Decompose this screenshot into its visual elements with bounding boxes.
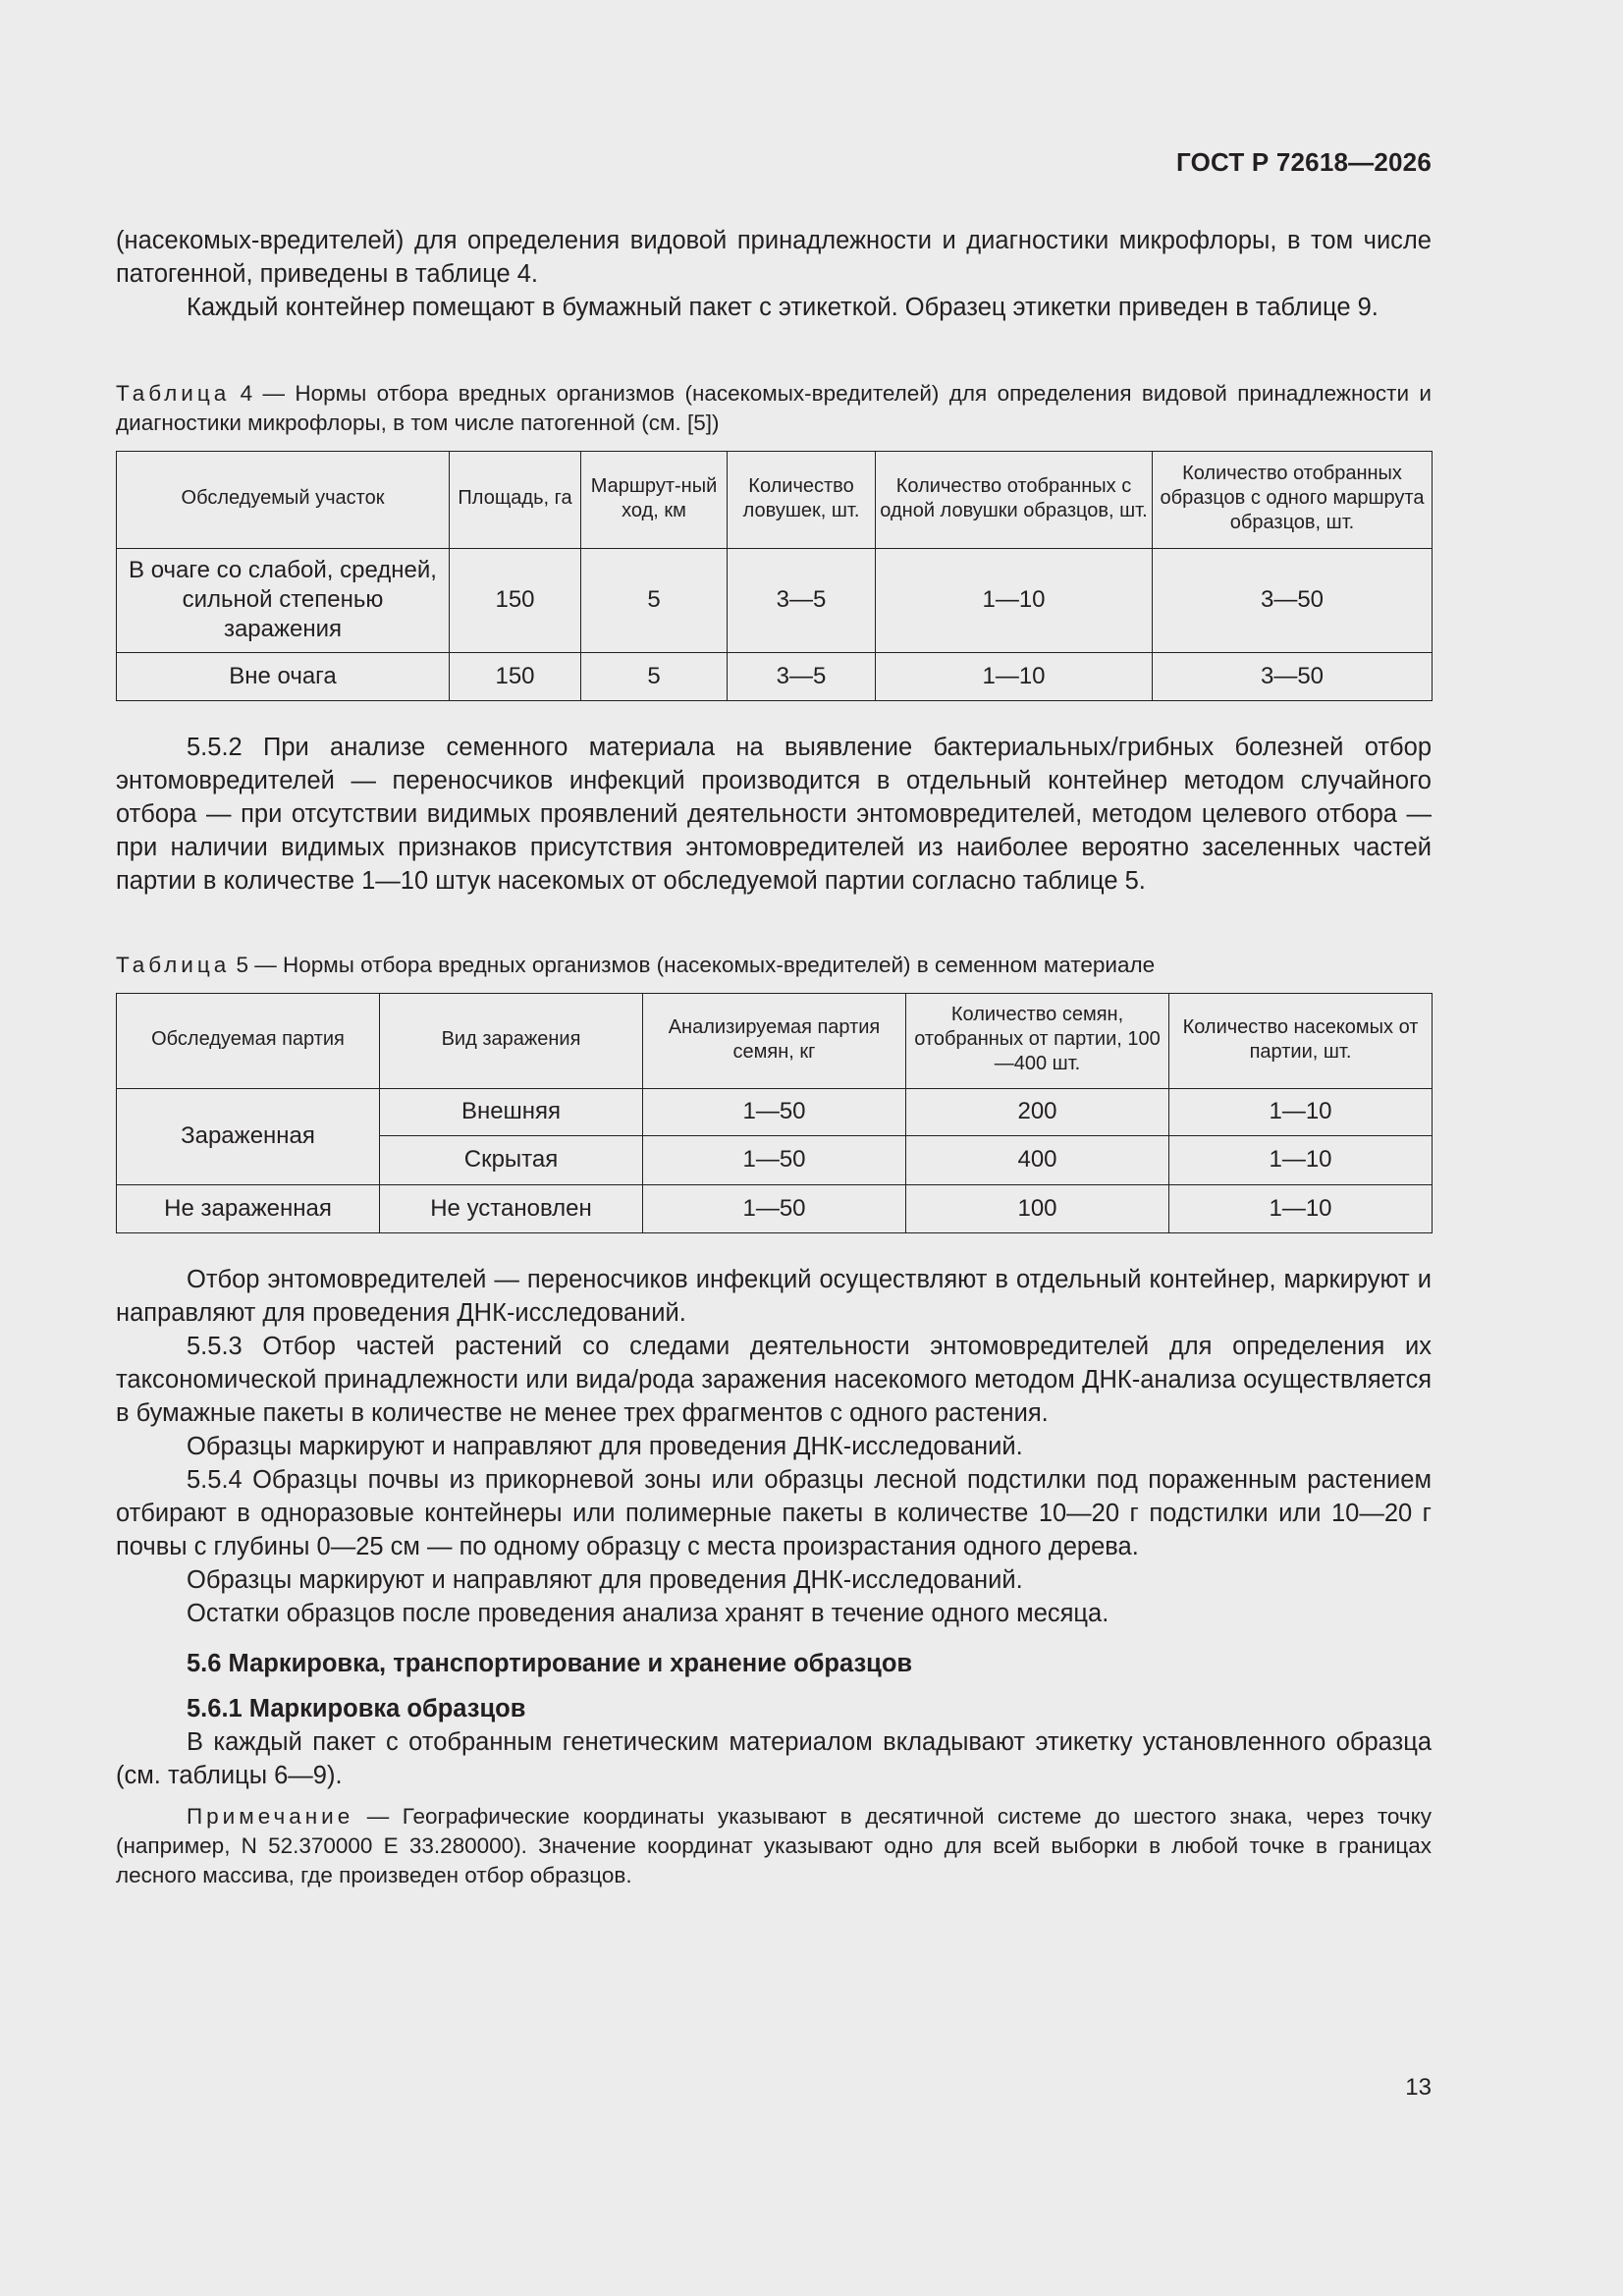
section-5-6-1-paragraph: В каждый пакет с отобранным генетическим материалом вкладывают этикетку установленного образца (см. таблицы 6—9).: [116, 1728, 1432, 1789]
table4-cell: Вне очага: [117, 652, 450, 700]
document-code: ГОСТ Р 72618—2026: [1176, 147, 1432, 177]
body-paragraph-3: Образцы маркируют и направляют для проведения ДНК-исследований.: [187, 1433, 1023, 1460]
section-5-5-2: [116, 731, 1432, 898]
table5-caption-text: 5 — Нормы отбора вредных организмов (насекомых-вредителей) в семенном материале: [236, 953, 1156, 977]
table4-label: Таблица: [116, 381, 231, 406]
table5-header-batch: Обследуемая партия: [117, 994, 380, 1086]
table4-header-route: Маршрут-ный ход, км: [581, 452, 728, 546]
page-number: 13: [1405, 2074, 1432, 2101]
table5-caption: [116, 951, 1432, 980]
table5-cell: Не установлен: [380, 1184, 643, 1232]
table5-cell: 200: [906, 1088, 1169, 1135]
table4-cell: 1—10: [876, 548, 1153, 652]
table4-caption-text: 4 — Нормы отбора вредных организмов (насекомых-вредителей) для определения видовой принадлежности и диагностики микрофлоры, в том числе патогенной (см. [5]): [116, 381, 1432, 435]
note-label: Примечание: [187, 1804, 354, 1829]
table4-header-square: Площадь, га: [450, 452, 581, 546]
table4-caption: [116, 379, 1432, 438]
table5-cell: 1—10: [1169, 1184, 1433, 1232]
body-paragraph-6: Остатки образцов после проведения анализа хранят в течение одного месяца.: [187, 1600, 1109, 1627]
table5-cell: Внешняя: [380, 1088, 643, 1135]
table5-cell: Скрытая: [380, 1135, 643, 1184]
section-5-6-1-title: 5.6.1 Маркировка образцов: [187, 1695, 526, 1722]
table4-cell: В очаге со слабой, средней, сильной степенью заражения: [117, 548, 450, 652]
table5-cell: 1—10: [1169, 1088, 1433, 1135]
intro-paragraph-1: (насекомых-вредителей) для определения видовой принадлежности и диагностики микрофлоры, в том числе патогенной, приведены в таблице 4.: [116, 227, 1432, 288]
table5-cell: 1—50: [643, 1184, 906, 1232]
table5-header-infection-type: Вид заражения: [380, 994, 643, 1086]
note: [116, 1802, 1432, 1890]
table5-cell: 1—50: [643, 1088, 906, 1135]
table4-header-area: Обследуемый участок: [117, 452, 450, 546]
table4-cell: 5: [581, 548, 728, 652]
table-row: [117, 652, 1433, 700]
table4-cell: 150: [450, 652, 581, 700]
table4: [116, 451, 1432, 701]
table5-header-seed-count: Количество семян, отобранных от партии, 100—400 шт.: [906, 994, 1169, 1086]
intro-block: [116, 224, 1432, 324]
table5: [116, 993, 1432, 1233]
table4-cell: 3—50: [1153, 548, 1433, 652]
table4-header-traps: Количество ловушек, шт.: [728, 452, 876, 546]
section-5-5-3-paragraph: 5.5.3 Отбор частей растений со следами деятельности энтомовредителей для определения их таксономической принадлежности или вида/рода заражения насекомого методом ДНК-анализа осуществляется в бумажные пакеты в количестве не менее трех фрагментов с одного растения.: [116, 1333, 1432, 1427]
table4-cell: 3—50: [1153, 652, 1433, 700]
table4-header-per-route: Количество отобранных образцов с одного маршрута образцов, шт.: [1153, 452, 1433, 546]
table4-cell: 5: [581, 652, 728, 700]
section-5-6-title: 5.6 Маркировка, транспортирование и хранение образцов: [187, 1650, 913, 1677]
section-5-5-2-paragraph: 5.5.2 При анализе семенного материала на выявление бактериальных/грибных болезней отбор энтомовредителей — переносчиков инфекций производится в отдельный контейнер методом случайного отбора — при отсутствии видимых проявлений деятельности энтомовредителей, методом целевого отбора — при наличии видимых признаков присутствия энтомовредителей из наиболее вероятно заселенных частей партии в количестве 1—10 штук насекомых от обследуемой партии согласно таблице 5.: [116, 734, 1432, 895]
body-block: [116, 1263, 1432, 1630]
table5-header-insect-count: Количество насекомых от партии, шт.: [1169, 994, 1433, 1086]
table4-cell: 1—10: [876, 652, 1153, 700]
table5-cell: 1—50: [643, 1135, 906, 1184]
table5-cell: Зараженная: [117, 1088, 380, 1184]
table4-cell: 3—5: [728, 652, 876, 700]
section-5-6: [116, 1647, 1432, 1890]
table4-header-per-trap: Количество отобранных с одной ловушки образцов, шт.: [876, 452, 1153, 546]
body-paragraph-5: Образцы маркируют и направляют для проведения ДНК-исследований.: [187, 1566, 1023, 1594]
table5-header-seed-batch: Анализируемая партия семян, кг: [643, 994, 906, 1086]
note-text: — Географические координаты указывают в десятичной системе до шестого знака, через точку (например, N 52.370000 E 33.280000). Значение координат указывают одно для всей выборки в любой точке в границах лесного массива, где произведен отбор образцов.: [116, 1804, 1432, 1887]
table5-cell: 1—10: [1169, 1135, 1433, 1184]
table5-cell: 400: [906, 1135, 1169, 1184]
table-row: [117, 548, 1433, 652]
table4-cell: 3—5: [728, 548, 876, 652]
table-row: [117, 1088, 1433, 1135]
section-5-5-4-paragraph: 5.5.4 Образцы почвы из прикорневой зоны или образцы лесной подстилки под пораженным растением отбирают в одноразовые контейнеры или полимерные пакеты в количестве 10—20 г подстилки или 10—20 г почвы с глубины 0—25 см — по одному образцу с места произрастания одного дерева.: [116, 1466, 1432, 1560]
table5-cell: Не зараженная: [117, 1184, 380, 1232]
table5-cell: 100: [906, 1184, 1169, 1232]
body-paragraph-1: Отбор энтомовредителей — переносчиков инфекций осуществляют в отдельный контейнер, маркируют и направляют для проведения ДНК-исследований.: [116, 1266, 1432, 1327]
intro-paragraph-2: Каждый контейнер помещают в бумажный пакет с этикеткой. Образец этикетки приведен в таблице 9.: [187, 294, 1379, 321]
table5-label: Таблица: [116, 953, 231, 977]
table4-cell: 150: [450, 548, 581, 652]
table-row: [117, 1184, 1433, 1232]
